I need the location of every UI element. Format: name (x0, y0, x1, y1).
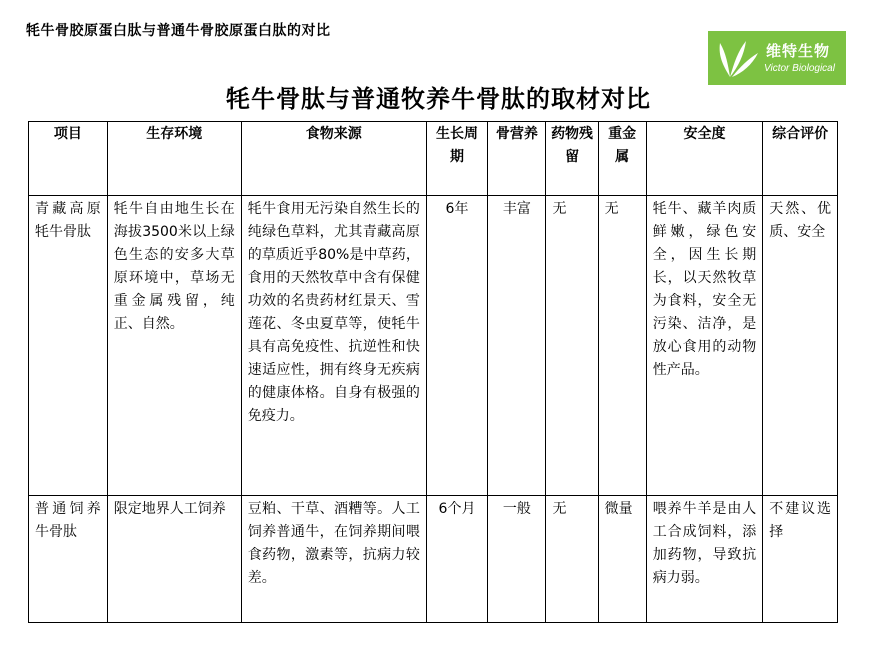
logo-brand-cn: 维特生物 (766, 42, 831, 60)
column-header-evaluation: 综合评价 (763, 122, 838, 196)
cell-food: 豆粕、干草、酒糟等。人工饲养普通牛，在饲养期间喂食药物，激素等，抗病力较差。 (241, 496, 426, 623)
table-row (29, 196, 838, 496)
cell-metal: 微量 (598, 496, 646, 623)
cell-cycle: 6年 (426, 196, 487, 496)
cell-evaluation: 天然、优质、安全 (763, 196, 838, 496)
cell-item: 普通饲养牛骨肽 (29, 496, 108, 623)
cell-cycle: 6个月 (426, 496, 487, 623)
document-title: 牦牛骨胶原蛋白肽与普通牛骨胶原蛋白肽的对比 (26, 23, 331, 39)
column-header-metal: 重金属 (598, 122, 646, 196)
column-header-cycle: 生长周期 (426, 122, 487, 196)
cell-safety: 牦牛、藏羊肉质鲜嫩，绿色安全，因生长期长，以天然牧草为食料，安全无污染、洁净，是放心食用的动物性产品。 (646, 196, 763, 496)
cell-nutrition: 丰富 (488, 196, 546, 496)
cell-item: 青藏高原牦牛骨肽 (29, 196, 108, 496)
cell-drug: 无 (546, 196, 598, 496)
cell-safety: 喂养牛羊是由人工合成饲料，添加药物，导致抗病力弱。 (646, 496, 763, 623)
cell-food: 牦牛食用无污染自然生长的纯绿色草料，尤其青藏高原的草质近乎80%是中草药，食用的天然牧草中含有保健功效的名贵药材红景天、雪莲花、冬虫夏草等，使牦牛具有高免疫性、抗逆性和快速适应性，拥有终身无疾病的健康体格。自身有极强的免疫力。 (241, 196, 426, 496)
column-header-nutrition: 骨营养 (488, 122, 546, 196)
table-title: 牦牛骨肽与普通牧养牛骨肽的取材对比 (226, 84, 651, 113)
table-row (29, 496, 838, 623)
cell-evaluation: 不建议选择 (763, 496, 838, 623)
column-header-food: 食物来源 (241, 122, 426, 196)
column-header-environment: 生存环境 (107, 122, 241, 196)
cell-environment: 限定地界人工饲养 (107, 496, 241, 623)
leaf-logo-icon (714, 37, 762, 79)
table-header-row (29, 122, 838, 196)
logo (708, 31, 846, 85)
logo-brand-en: Victor Biological (764, 63, 835, 74)
cell-metal: 无 (598, 196, 646, 496)
column-header-safety: 安全度 (646, 122, 763, 196)
cell-drug: 无 (546, 496, 598, 623)
column-header-drug: 药物残留 (546, 122, 598, 196)
column-header-item: 项目 (29, 122, 108, 196)
comparison-table (28, 121, 838, 623)
cell-environment: 牦牛自由地生长在海拔3500米以上绿色生态的安多大草原环境中，草场无重金属残留，纯正、自然。 (107, 196, 241, 496)
cell-nutrition: 一般 (488, 496, 546, 623)
